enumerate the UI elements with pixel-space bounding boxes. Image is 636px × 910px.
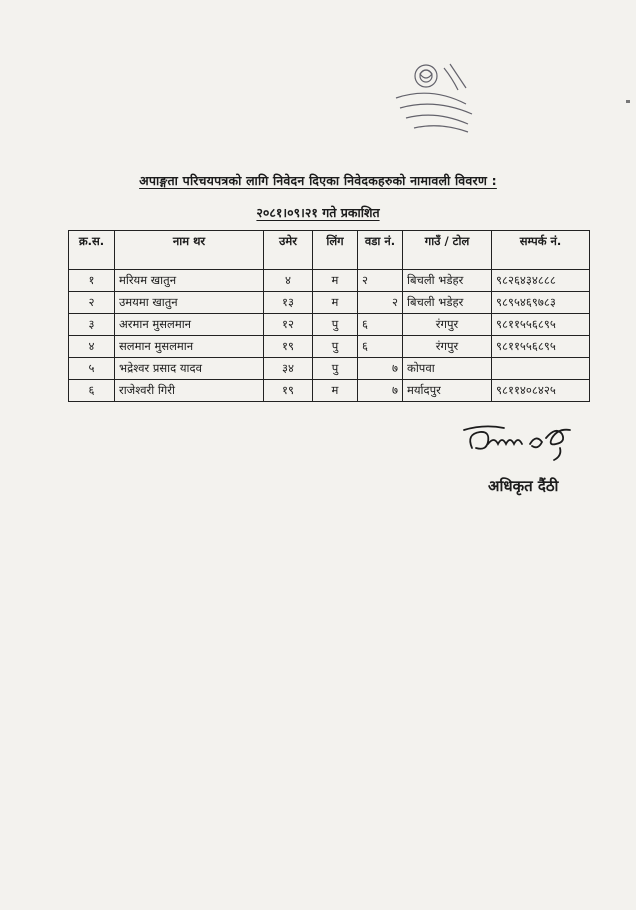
cell-name: अरमान मुसलमान: [115, 314, 264, 336]
cell-serial: १: [69, 270, 115, 292]
cell-gender: म: [313, 292, 358, 314]
cell-age: १९: [264, 336, 313, 358]
cell-phone: [492, 358, 590, 380]
cell-serial: ४: [69, 336, 115, 358]
applicant-table: [68, 230, 590, 402]
cell-ward: ७: [358, 358, 403, 380]
table-row: [69, 336, 590, 358]
table-row: [69, 380, 590, 402]
cell-phone: ९८२६४३४८८८: [492, 270, 590, 292]
cell-age: १३: [264, 292, 313, 314]
publish-date: [0, 204, 636, 221]
cell-address: बिचली भडेहर: [403, 292, 492, 314]
cell-gender: पु: [313, 314, 358, 336]
cell-phone: ९८९५४६९७८३: [492, 292, 590, 314]
cell-address: मर्यादपुर: [403, 380, 492, 402]
signature-icon: [460, 418, 590, 468]
page-title-text: अपाङ्गता परिचयपत्रको लागि निवेदन दिएका निवेदकहरुको नामावली विवरण :: [139, 173, 497, 188]
col-gender: लिंग: [313, 231, 358, 270]
table-row: [69, 314, 590, 336]
cell-serial: २: [69, 292, 115, 314]
cell-name: भद्रेश्वर प्रसाद यादव: [115, 358, 264, 380]
office-seal-icon: [386, 54, 490, 136]
cell-ward: ६: [358, 336, 403, 358]
page-title: [0, 172, 636, 189]
col-phone: सम्पर्क नं.: [492, 231, 590, 270]
cell-serial: ६: [69, 380, 115, 402]
cell-age: ४: [264, 270, 313, 292]
table-row: [69, 270, 590, 292]
col-ward: वडा नं.: [358, 231, 403, 270]
col-address: गाउँ / टोल: [403, 231, 492, 270]
cell-gender: म: [313, 380, 358, 402]
cell-gender: पु: [313, 336, 358, 358]
cell-gender: म: [313, 270, 358, 292]
cell-name: सलमान मुसलमान: [115, 336, 264, 358]
publish-date-text: २०८१।०९।२१ गते प्रकाशित: [256, 205, 380, 220]
cell-ward: ७: [358, 380, 403, 402]
cell-address: कोपवा: [403, 358, 492, 380]
cell-address: रंगपुर: [403, 314, 492, 336]
cell-name: मरियम खातुन: [115, 270, 264, 292]
cell-phone: ९८११५५६८९५: [492, 314, 590, 336]
col-age: उमेर: [264, 231, 313, 270]
cell-phone: ९८११५५६८९५: [492, 336, 590, 358]
table-header-row: [69, 231, 590, 270]
cell-ward: २: [358, 270, 403, 292]
col-name: नाम थर: [115, 231, 264, 270]
cell-age: ३४: [264, 358, 313, 380]
cell-age: १२: [264, 314, 313, 336]
cell-serial: ५: [69, 358, 115, 380]
cell-name: उमयमा खातुन: [115, 292, 264, 314]
cell-ward: ६: [358, 314, 403, 336]
scan-speck: [626, 100, 630, 103]
cell-address: रंगपुर: [403, 336, 492, 358]
table-row: [69, 358, 590, 380]
cell-gender: पु: [313, 358, 358, 380]
cell-phone: ९८११४०८४२५: [492, 380, 590, 402]
signatory-title: अधिकृत दैंठी: [488, 477, 559, 495]
cell-age: १९: [264, 380, 313, 402]
table-row: [69, 292, 590, 314]
cell-ward: २: [358, 292, 403, 314]
col-serial: क्र.स.: [69, 231, 115, 270]
cell-name: राजेश्वरी गिरी: [115, 380, 264, 402]
cell-serial: ३: [69, 314, 115, 336]
cell-address: बिचली भडेहर: [403, 270, 492, 292]
